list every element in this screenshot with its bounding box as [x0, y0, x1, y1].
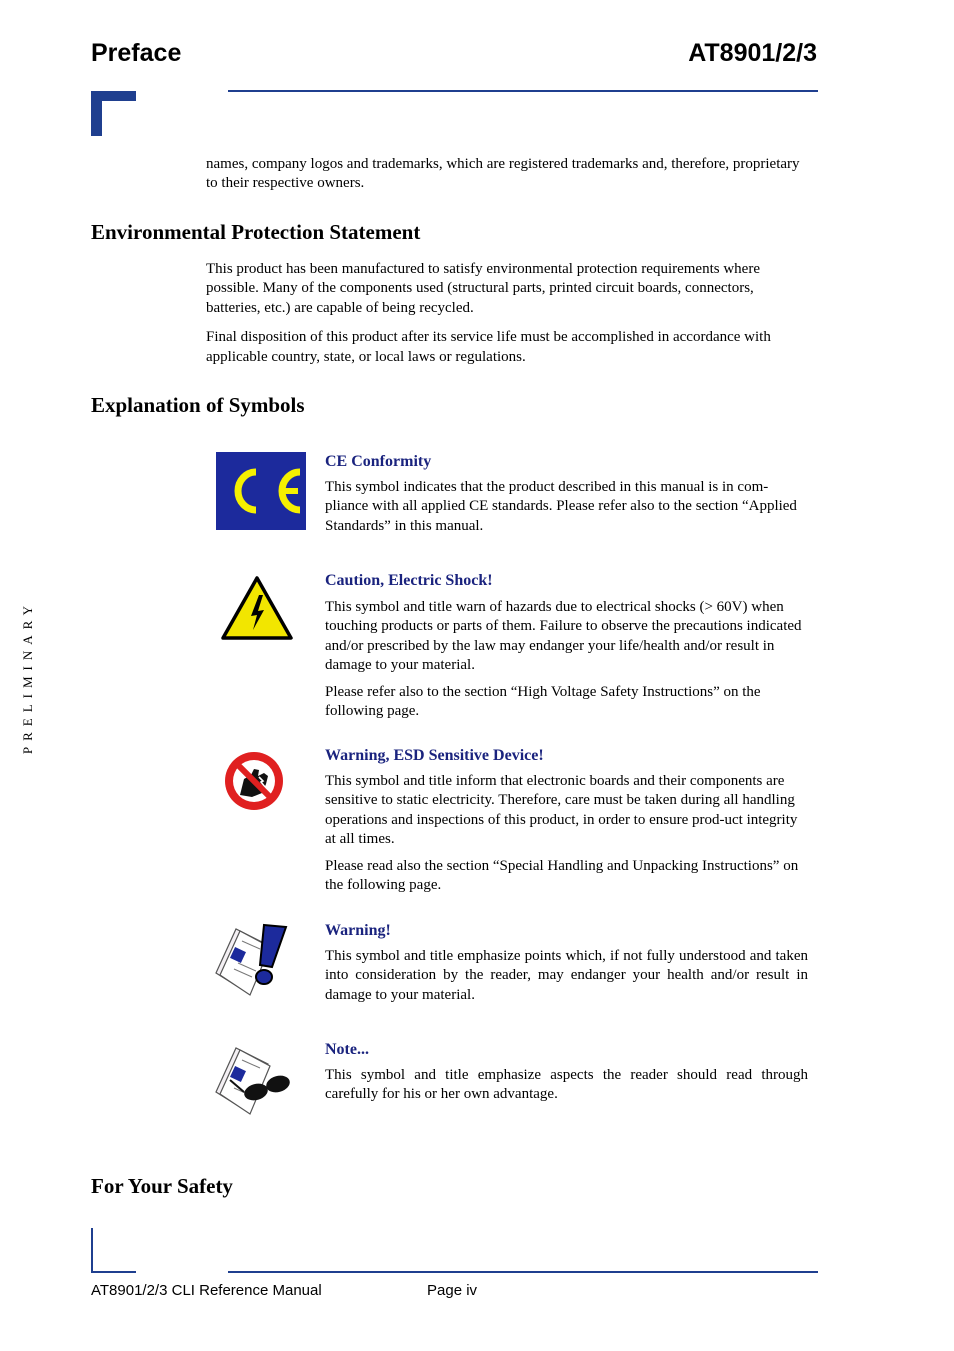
symbol-warning-text: This symbol and title emphasize points which, if not fully understood and taken into consideration by the reader, may endanger your health and/or result in damage to your material. [325, 948, 808, 1003]
ce-conformity-icon [216, 452, 306, 530]
note-glasses-icon [212, 1040, 294, 1118]
header-right-title: AT8901/2/3 [688, 39, 817, 67]
sidebar-preliminary-label: PRELIMINARY [20, 600, 35, 755]
electric-shock-icon [220, 575, 294, 641]
environmental-heading: Environmental Protection Statement [91, 220, 421, 244]
symbol-note-block [325, 1040, 808, 1112]
esd-warning-icon [224, 751, 284, 811]
symbol-ce-text: This symbol indicates that the product described in this manual is in com-pliance with all applied CE standards. Please refer also to the section “Applied Standards” in this manual. [325, 479, 797, 534]
symbol-warning-title: Warning! [325, 922, 391, 939]
symbol-esd-text-1: This symbol and title inform that electronic boards and their components are sensitive to static electricity. Therefore, care must be taken during all handling operations and inspections of this product, in order to ensure prod-uct integrity at all times. [325, 773, 798, 848]
warning-exclamation-icon [212, 921, 292, 999]
symbols-heading: Explanation of Symbols [91, 393, 305, 417]
symbol-ce-title: CE Conformity [325, 453, 432, 470]
environmental-paragraph-1: This product has been manufactured to satisfy environmental protection requirements where possible. Many of the components used (structural parts, printed circuit boards, connectors, batteries, etc.) are capable of being recycled. [206, 261, 760, 316]
symbol-esd-block [325, 746, 810, 902]
footer-rule [228, 1271, 818, 1273]
symbol-warning-block [325, 921, 808, 1012]
header-rule [228, 90, 818, 92]
symbol-shock-text-2: Please refer also to the section “High Voltage Safety Instructions” on the following page. [325, 683, 761, 720]
symbol-esd-text-2: Please read also the section “Special Handling and Unpacking Instructions” on the following page. [325, 857, 799, 894]
symbol-note-title: Note... [325, 1041, 369, 1058]
symbol-ce-block [325, 452, 810, 543]
symbol-shock-block [325, 571, 810, 728]
symbol-shock-text-1: This symbol and title warn of hazards due to electrical shocks (> 60V) when touching products or parts of them. Failure to observe the precautions indicated and/or prescribed by the law may endanger your life/health and/or result in damage to your material. [325, 599, 802, 674]
environmental-body [206, 260, 812, 374]
symbol-note-text: This symbol and title emphasize aspects the reader should read through carefully for his or her own advantage. [325, 1067, 808, 1103]
intro-text: names, company logos and trademarks, which are registered trademarks and, therefore, proprietary to their respective owners. [206, 156, 800, 192]
footer-page-number: Page iv [427, 1282, 478, 1299]
environmental-paragraph-2: Final disposition of this product after its service life must be accomplished in accordance with applicable country, state, or local laws or regulations. [206, 329, 771, 365]
safety-heading: For Your Safety [91, 1174, 233, 1198]
footer-manual-title: AT8901/2/3 CLI Reference Manual [91, 1282, 322, 1299]
symbol-shock-title: Caution, Electric Shock! [325, 572, 493, 589]
header-left-title: Preface [91, 39, 182, 67]
symbol-esd-title: Warning, ESD Sensitive Device! [325, 747, 544, 764]
